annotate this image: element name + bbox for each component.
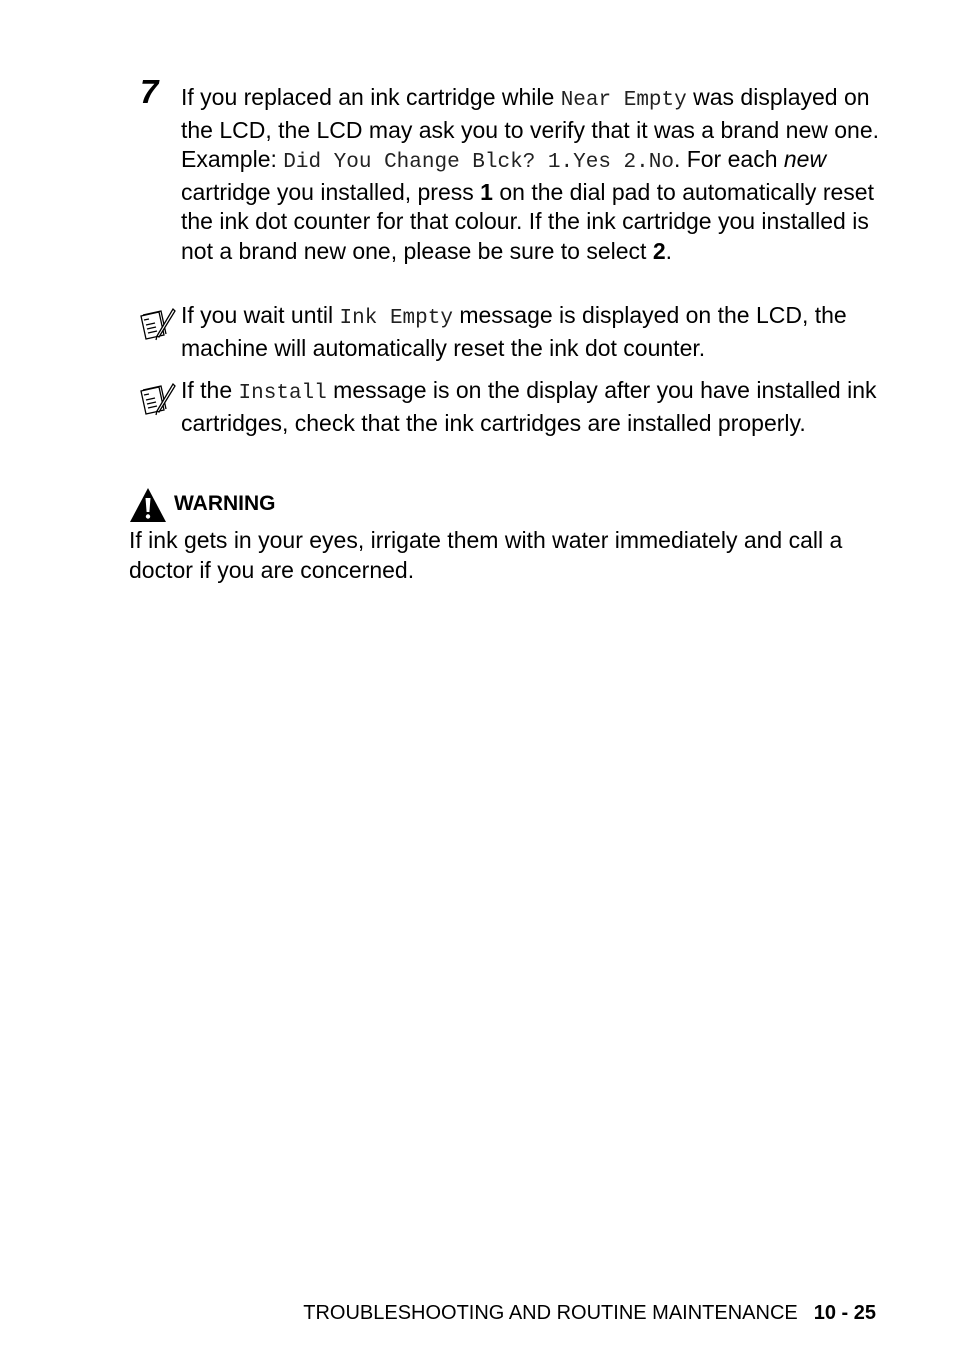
note-pencil-icon	[137, 306, 177, 346]
footer-section-title: TROUBLESHOOTING AND ROUTINE MAINTENANCE	[303, 1302, 798, 1324]
note-ink-empty	[181, 301, 881, 363]
warning-triangle-icon	[129, 487, 167, 523]
footer-page-number: 10 - 25	[813, 1302, 876, 1324]
note-text-1: If the	[181, 377, 239, 403]
warning-text: If ink gets in your eyes, irrigate them with water immediately and call a doctor if you are concerned.	[129, 527, 843, 583]
note-install	[181, 376, 881, 438]
step-text-4: cartridge you installed, press	[181, 178, 481, 205]
step-text-2: was displayed on the LCD, the LCD may ask you to verify that it was a brand new one. Example:	[181, 84, 880, 173]
note-text-2: message is on the display after you have installed ink cartridges, check that the ink cartridges are installed properly.	[181, 377, 877, 436]
lcd-message-near-empty: Near Empty	[560, 89, 687, 112]
step-emphasis-new: new	[783, 146, 827, 173]
key-2: 2	[652, 237, 666, 264]
page-footer	[0, 1299, 876, 1327]
lcd-message-ink-empty: Ink Empty	[339, 307, 453, 330]
step-text-5: on the dial pad to automatically reset the ink dot counter for that colour. If the ink cartridge you installed is not a brand new one, please be sure to select	[181, 178, 874, 264]
step-text-3: . For each	[673, 146, 784, 173]
note-text-2: message is displayed on the LCD, the machine will automatically reset the ink dot counter.	[181, 302, 847, 361]
note-pencil-icon	[137, 381, 177, 421]
warning-label: WARNING	[174, 492, 276, 515]
note-text-1: If you wait until	[181, 302, 340, 328]
step-text-1: If you replaced an ink cartridge while	[181, 84, 561, 110]
lcd-message-install: Install	[238, 382, 327, 405]
key-1: 1	[480, 178, 493, 205]
step-number: 7	[140, 73, 159, 110]
lcd-message-change-prompt: Did You Change Blck? 1.Yes 2.No	[283, 151, 674, 175]
step-instruction	[181, 83, 881, 267]
step-text-6: .	[665, 237, 673, 264]
